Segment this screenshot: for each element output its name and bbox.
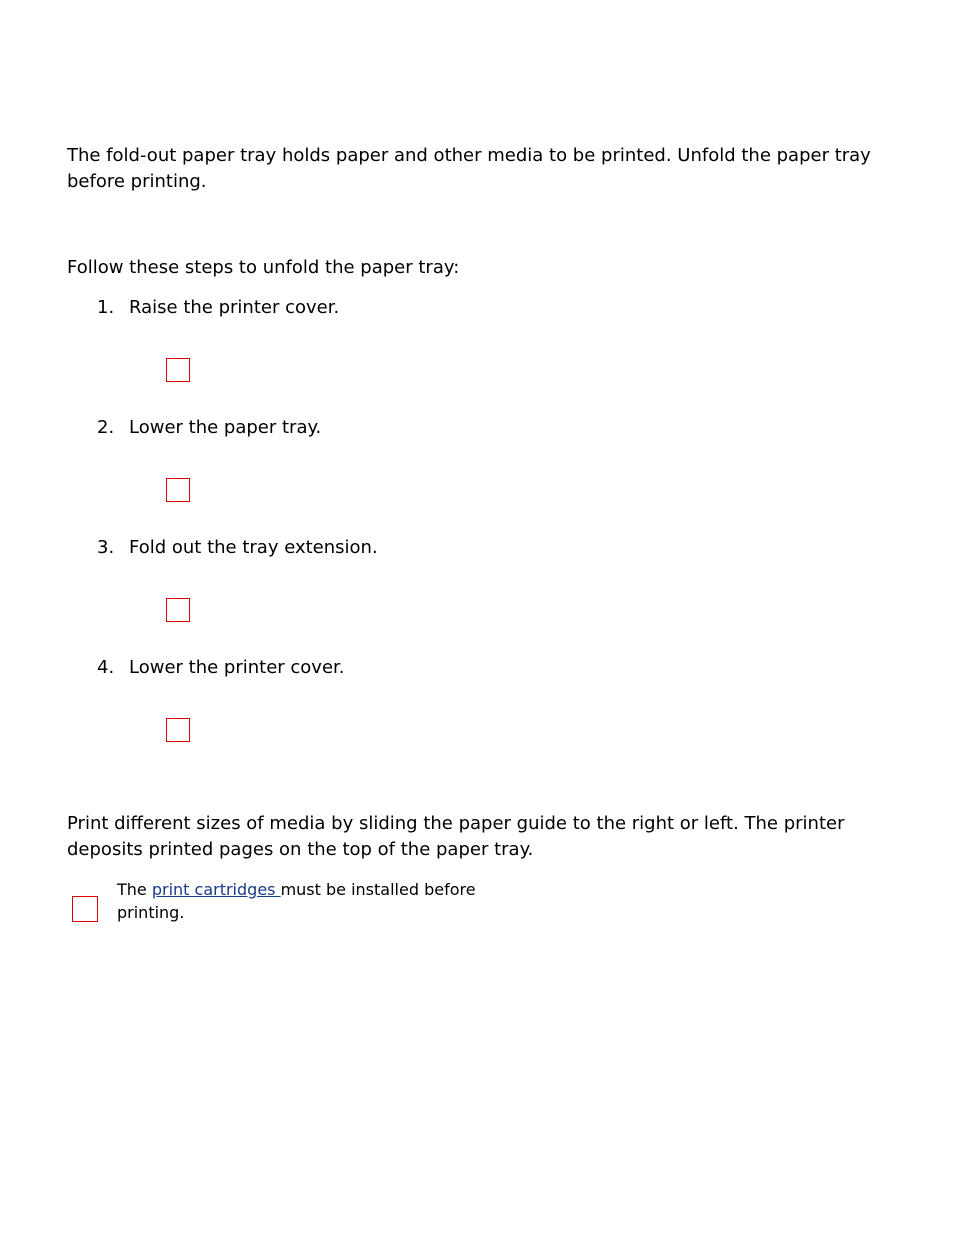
print-cartridges-link[interactable]: print cartridges	[151, 880, 281, 899]
step-number: 2.	[97, 417, 115, 438]
step-text: Fold out the tray extension.	[129, 537, 378, 558]
step-text: Lower the paper tray.	[129, 417, 322, 438]
step-number: 3.	[97, 537, 115, 558]
intro-paragraph: The fold-out paper tray holds paper and other media to be printed. Unfold the paper tray before printing.	[67, 145, 871, 192]
step-image-placeholder	[166, 478, 190, 502]
step-image-placeholder	[166, 718, 190, 742]
step-image-placeholder	[166, 358, 190, 382]
steps-lead-paragraph: Follow these steps to unfold the paper tray:	[67, 257, 460, 278]
step-image-placeholder	[166, 598, 190, 622]
note-prefix: The	[117, 880, 152, 899]
note-suffix: must be installed before printing.	[117, 880, 476, 922]
step-number: 4.	[97, 657, 115, 678]
step-text: Lower the printer cover.	[129, 657, 345, 678]
step-text: Raise the printer cover.	[129, 297, 340, 318]
note-text	[117, 878, 517, 924]
note-icon	[72, 896, 98, 922]
outro-paragraph: Print different sizes of media by sliding the paper guide to the right or left. The printer deposits printed pages on the top of the paper tray.	[67, 813, 845, 860]
step-number: 1.	[97, 297, 115, 318]
